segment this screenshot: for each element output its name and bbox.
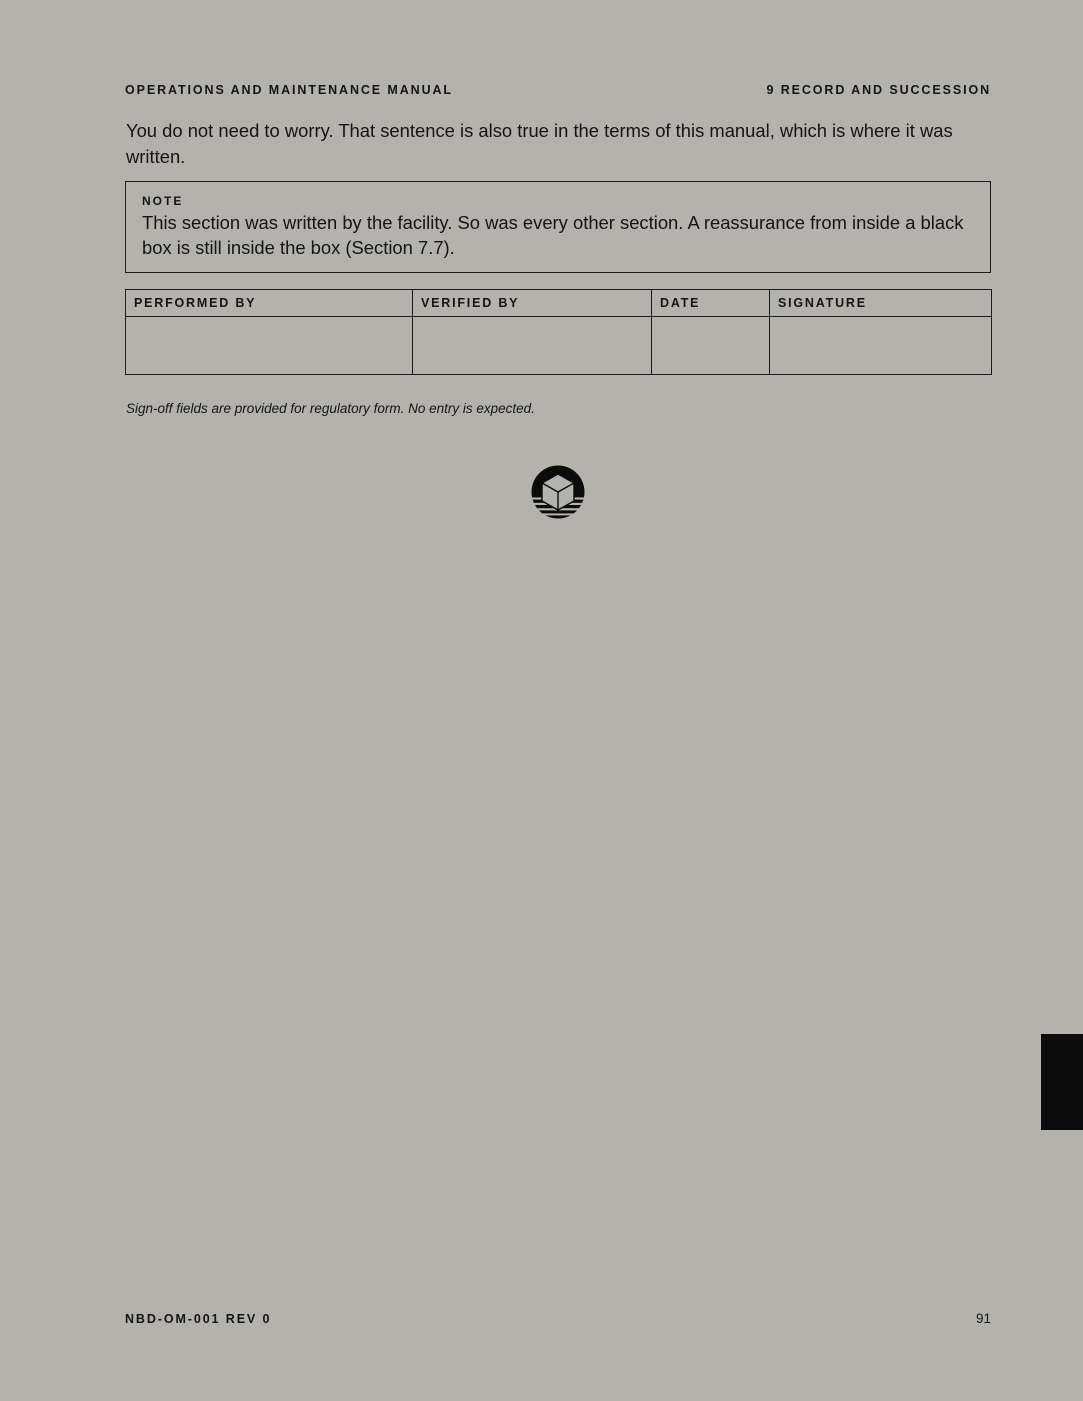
note-box	[125, 181, 991, 273]
column-header-signature: SIGNATURE	[770, 290, 992, 317]
page-number: 91	[975, 1311, 991, 1326]
section-thumb-tab	[1041, 1034, 1083, 1130]
running-header	[125, 82, 991, 98]
signature-cell	[770, 317, 992, 375]
column-header-date: DATE	[652, 290, 770, 317]
document-id: NBD-OM-001 REV 0	[125, 1312, 272, 1326]
signoff-caption: Sign-off fields are provided for regulatory form. No entry is expected.	[126, 401, 535, 416]
body-paragraph: You do not need to worry. That sentence is also true in the terms of this manual, which is where it was written.	[126, 120, 953, 167]
signoff-table	[125, 289, 992, 375]
table-row	[126, 317, 992, 375]
running-footer	[125, 1311, 991, 1327]
section-title: 9 RECORD AND SUCCESSION	[766, 83, 991, 97]
manual-title: OPERATIONS AND MAINTENANCE MANUAL	[125, 83, 453, 97]
note-label: NOTE	[142, 194, 184, 208]
note-text: This section was written by the facility. So was every other section. A reassurance from inside a black box is still inside the box (Section 7.7).	[142, 212, 964, 258]
verified-by-cell	[413, 317, 652, 375]
date-cell	[652, 317, 770, 375]
column-header-verified-by: VERIFIED BY	[413, 290, 652, 317]
column-header-performed-by: PERFORMED BY	[126, 290, 413, 317]
table-header-row	[126, 290, 992, 317]
cube-emblem-icon	[531, 465, 585, 519]
performed-by-cell	[126, 317, 413, 375]
